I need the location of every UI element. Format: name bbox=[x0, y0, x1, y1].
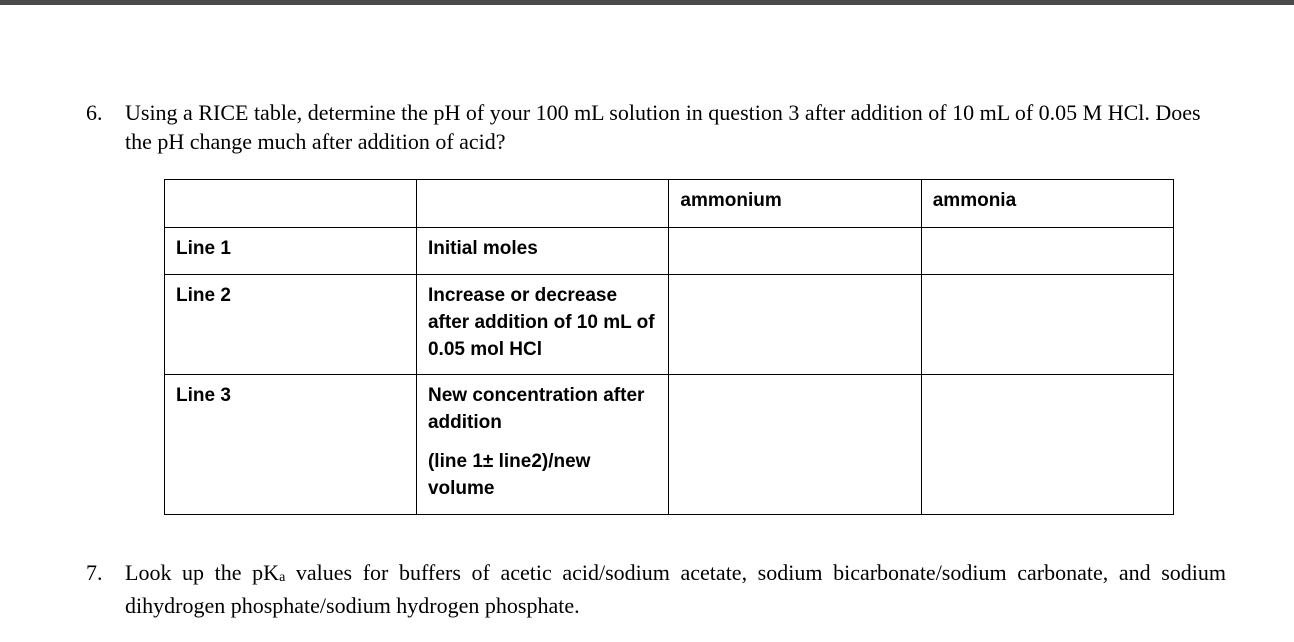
question-7-text bbox=[125, 558, 1226, 620]
header-cell-empty-2 bbox=[416, 180, 668, 228]
row-description-main: New concentration after addition bbox=[427, 385, 645, 433]
row-label: Line 2 bbox=[165, 275, 417, 375]
table-row-line-2 bbox=[165, 275, 1174, 375]
row-description: Initial moles bbox=[416, 228, 668, 275]
ammonium-cell[interactable] bbox=[669, 228, 921, 275]
table-row-line-3 bbox=[165, 375, 1174, 515]
top-border-bar bbox=[0, 0, 1294, 5]
header-cell-ammonium: ammonium bbox=[669, 180, 921, 228]
ammonia-cell[interactable] bbox=[921, 375, 1173, 515]
ammonia-cell[interactable] bbox=[921, 228, 1173, 275]
header-cell-empty-1 bbox=[165, 180, 417, 228]
row-description bbox=[416, 375, 668, 515]
question-7-text-start: Look up the pK bbox=[125, 560, 280, 585]
rice-table bbox=[164, 179, 1174, 515]
row-description-formula: (line 1± line2)/new volume bbox=[427, 451, 591, 499]
row-label: Line 1 bbox=[165, 228, 417, 275]
row-description: Increase or decrease after addition of 10 mL of 0.05 mol HCl bbox=[416, 275, 668, 375]
table-header-row bbox=[165, 180, 1174, 228]
row-label: Line 3 bbox=[165, 375, 417, 515]
question-6 bbox=[86, 98, 1226, 156]
ammonium-cell[interactable] bbox=[669, 375, 921, 515]
question-7 bbox=[86, 558, 1226, 620]
table-row-line-1 bbox=[165, 228, 1174, 275]
ammonium-cell[interactable] bbox=[669, 275, 921, 375]
pka-subscript: a bbox=[279, 570, 286, 585]
question-7-text-end: values for buffers of acetic acid/sodium acetate, sodium bicarbonate/sodium carbonate, and sodium dihydrogen phosphate/sodium hydrogen phosphate. bbox=[125, 560, 1226, 618]
question-6-text: Using a RICE table, determine the pH of your 100 mL solution in question 3 after addition of 10 mL of 0.05 M HCl. Does the pH change much after addition of acid? bbox=[125, 100, 1201, 154]
ammonia-cell[interactable] bbox=[921, 275, 1173, 375]
header-cell-ammonia: ammonia bbox=[921, 180, 1173, 228]
question-6-number: 6. bbox=[86, 100, 103, 125]
question-7-number: 7. bbox=[86, 560, 103, 585]
